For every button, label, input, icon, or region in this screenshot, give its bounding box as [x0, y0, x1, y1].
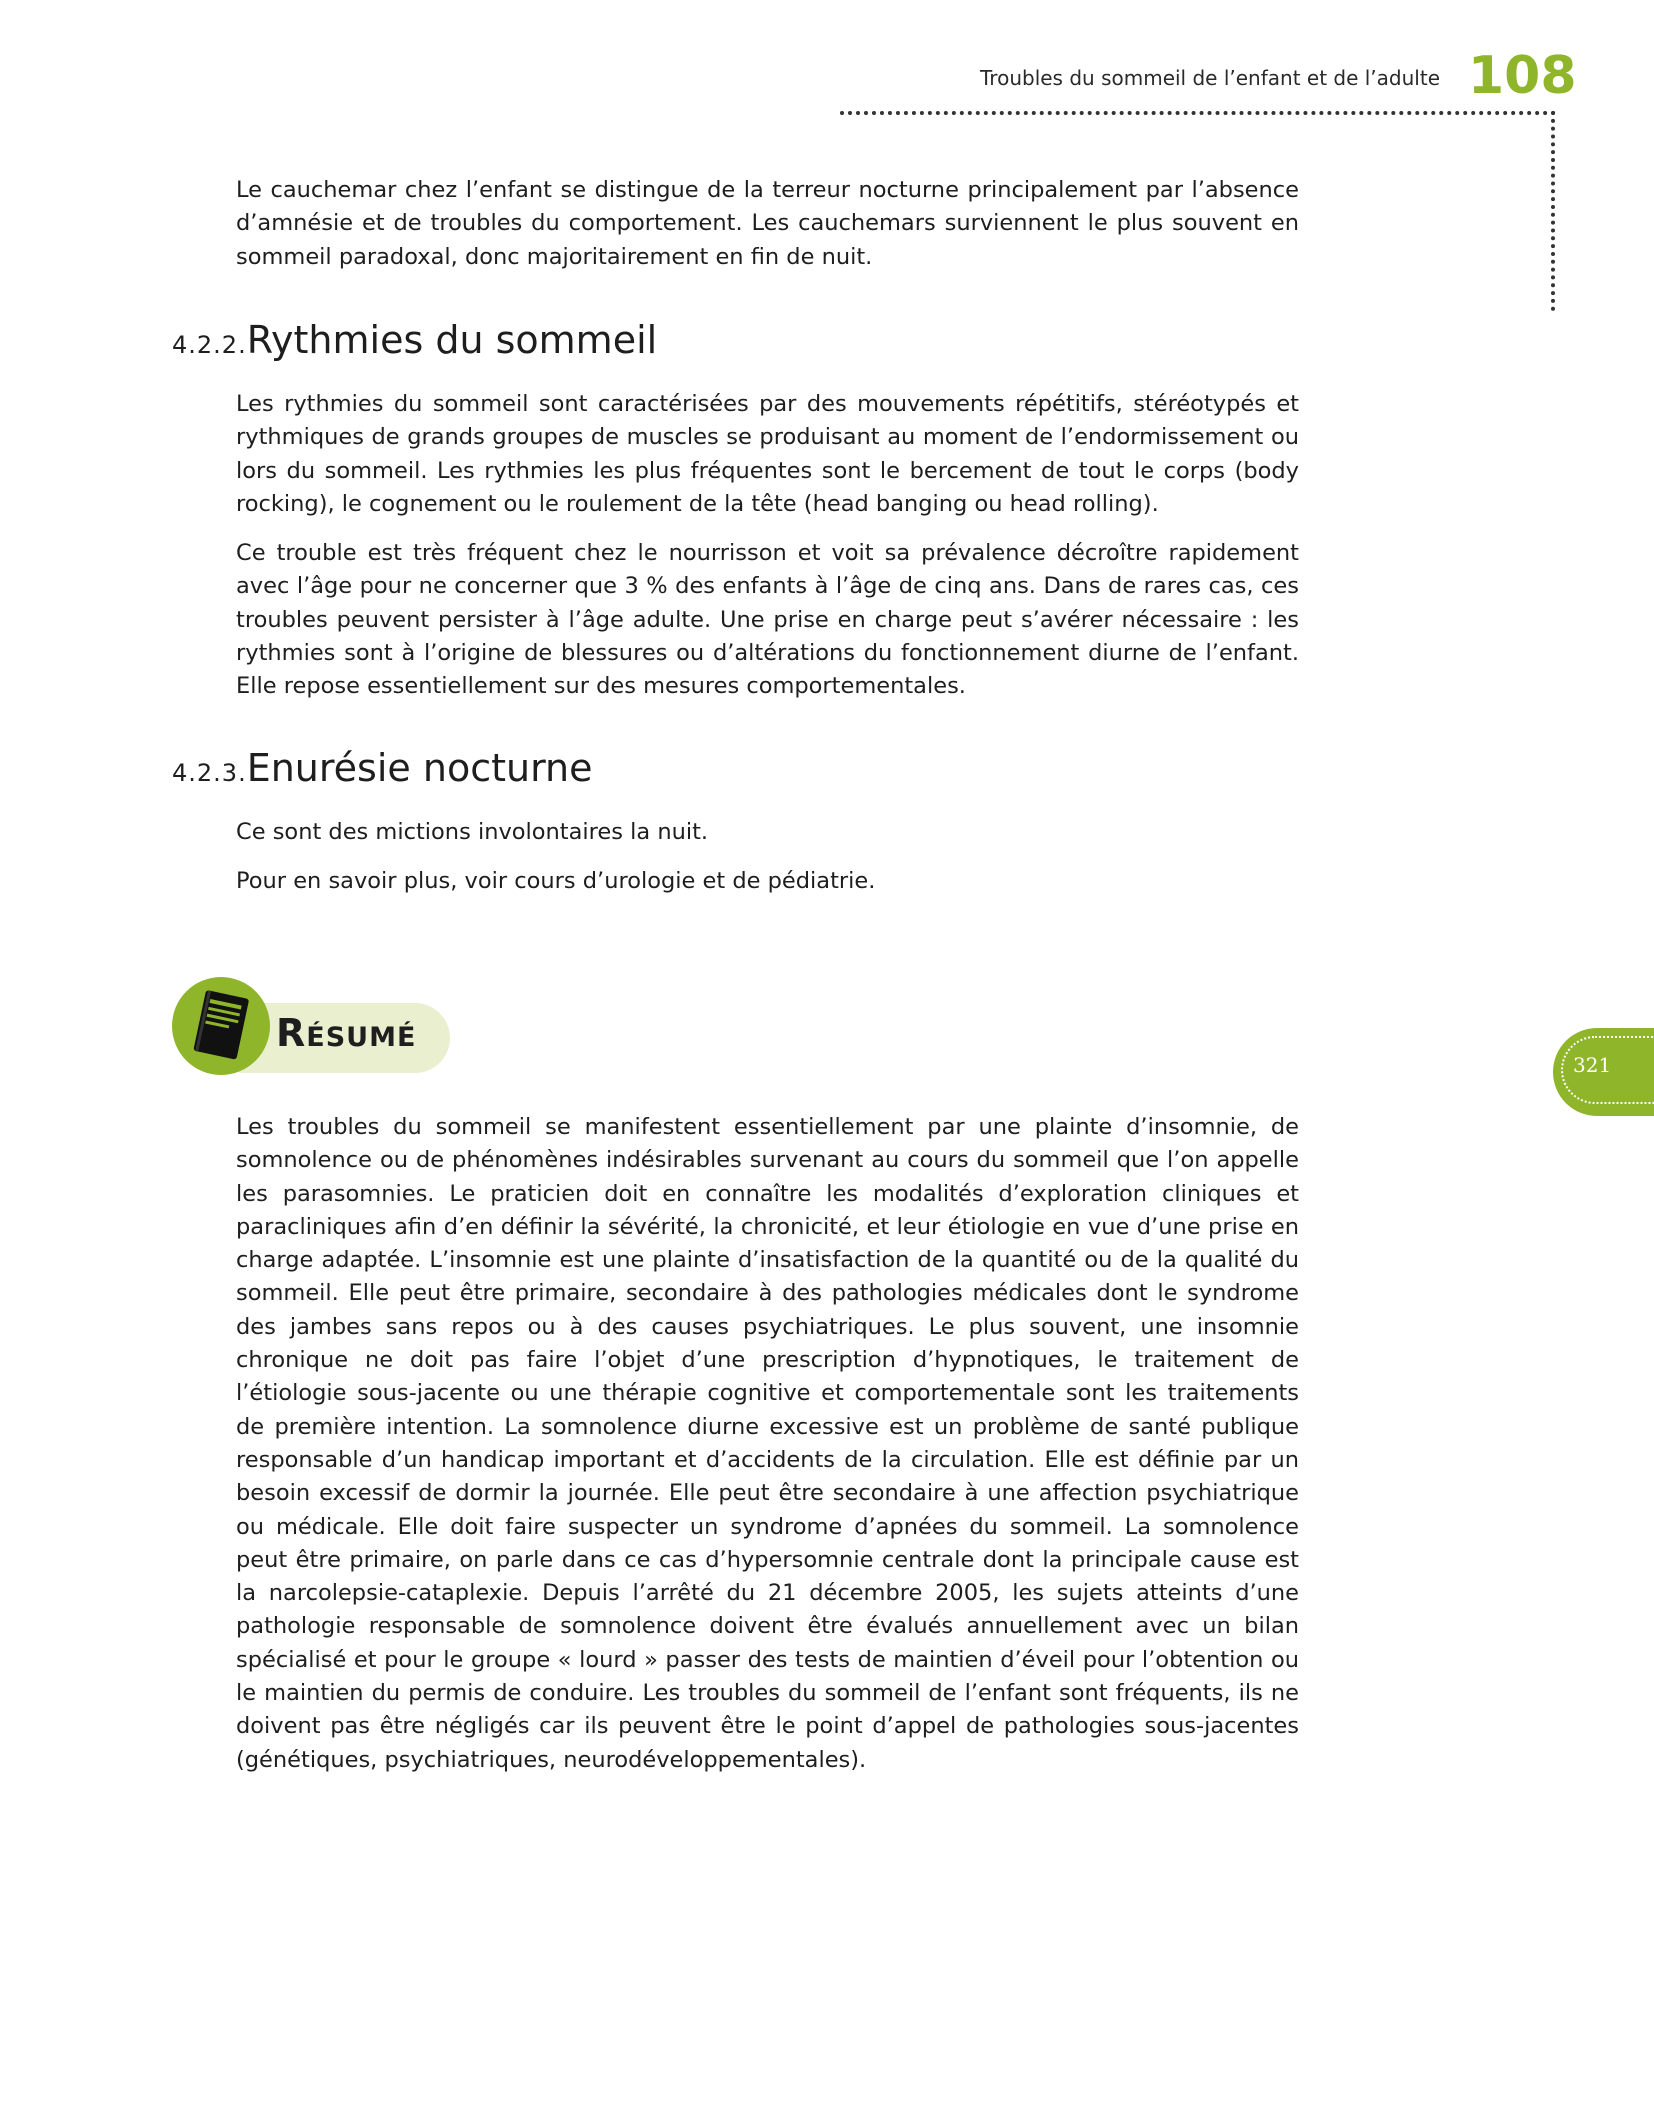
- intro-paragraph: Le cauchemar chez l’enfant se distingue de la terreur nocturne principalement par l’absence d’amnésie et de troubles du comportement. Les cauchemars surviennent le plus souvent en sommeil paradoxal, donc majoritairement en fin de nuit.: [236, 177, 1299, 270]
- rythmies-paragraph-2: Ce trouble est très fréquent chez le nourrisson et voit sa prévalence décroître rapidement avec l’âge pour ne concerner que 3 % des enfants à l’âge de cinq ans. Dans de rares cas, ces troubles peuvent persister à l’âge adulte. Une prise en charge peut s’avérer nécessaire : les rythmies sont à l’origine de blessures ou d’altérations du fonctionnement diurne de l’enfant. Elle repose essentiellement sur des mesures comportementales.: [236, 540, 1299, 700]
- dotted-rule-vertical: [1551, 111, 1555, 311]
- dotted-rule-horizontal: [840, 111, 1556, 115]
- chapter-number: 108: [1468, 46, 1577, 106]
- resume-label: Résumé: [276, 1011, 417, 1055]
- page-number: 321: [1573, 1053, 1612, 1077]
- section-number: 4.2.2.: [172, 331, 247, 359]
- section-number: 4.2.3.: [172, 759, 247, 787]
- section-heading-rythmies: [172, 318, 657, 362]
- enuresie-paragraph-2: Pour en savoir plus, voir cours d’urologie et de pédiatrie.: [236, 868, 876, 894]
- resume-paragraph: Les troubles du sommeil se manifestent essentiellement par une plainte d’insomnie, de somnolence ou de phénomènes indésirables survenant au cours du sommeil que l’on appelle les parasomnies. Le praticien doit en connaître les modalités d’exploration cliniques et paracliniques afin d’en définir la sévérité, la chronicité, et leur étiologie en vue d’une prise en charge adaptée. L’insomnie est une plainte d’insatisfaction de la quantité ou de la qualité du sommeil. Elle peut être primaire, secondaire à des pathologies médicales dont le syndrome des jambes sans repos ou à des causes psychiatriques. Le plus souvent, une insomnie chronique ne doit pas faire l’objet d’une prescription d’hypnotiques, le traitement de l’étiologie sous-jacente ou une thérapie cognitive et comportementale sont les traitements de première intention. La somnolence diurne excessive est un problème de santé publique responsable d’un handicap important et d’accidents de la circulation. Elle est définie par un besoin excessif de dormir la journée. Elle peut être secondaire à une affection psychiatrique ou médicale. Elle doit faire suspecter un syndrome d’apnées du sommeil. La somnolence peut être primaire, on parle dans ce cas d’hypersomnie centrale dont la principale cause est la narcolepsie-cataplexie. Depuis l’arrêté du 21 décembre 2005, les sujets atteints d’une pathologie responsable de somnolence doivent être évalués annuellement avec un bilan spécialisé et pour le groupe « lourd » passer des tests de maintien d’éveil pour l’obtention ou le maintien du permis de conduire. Les troubles du sommeil de l’enfant sont fréquents, ils ne doivent pas être négligés car ils peuvent être le point d’appel de pathologies sous-jacentes (génétiques, psychiatriques, neurodéveloppementales).: [236, 1114, 1299, 1773]
- resume-circle: [172, 977, 270, 1075]
- page-number-tab: [1553, 1028, 1654, 1116]
- section-heading-enuresie: [172, 746, 593, 790]
- section-title: Rythmies du sommeil: [246, 318, 658, 362]
- section-title: Enurésie nocturne: [246, 746, 593, 790]
- notebook-icon: [189, 988, 255, 1064]
- header-title: Troubles du sommeil de l’enfant et de l’adulte: [980, 66, 1440, 90]
- enuresie-paragraph-1: Ce sont des mictions involontaires la nuit.: [236, 819, 709, 845]
- rythmies-paragraph-1: Les rythmies du sommeil sont caractérisées par des mouvements répétitifs, stéréotypés et rythmiques de grands groupes de muscles se produisant au moment de l’endormissement ou lors du sommeil. Les rythmies les plus fréquentes sont le bercement de tout le corps (body rocking), le cognement ou le roulement de la tête (head banging ou head rolling).: [236, 391, 1299, 517]
